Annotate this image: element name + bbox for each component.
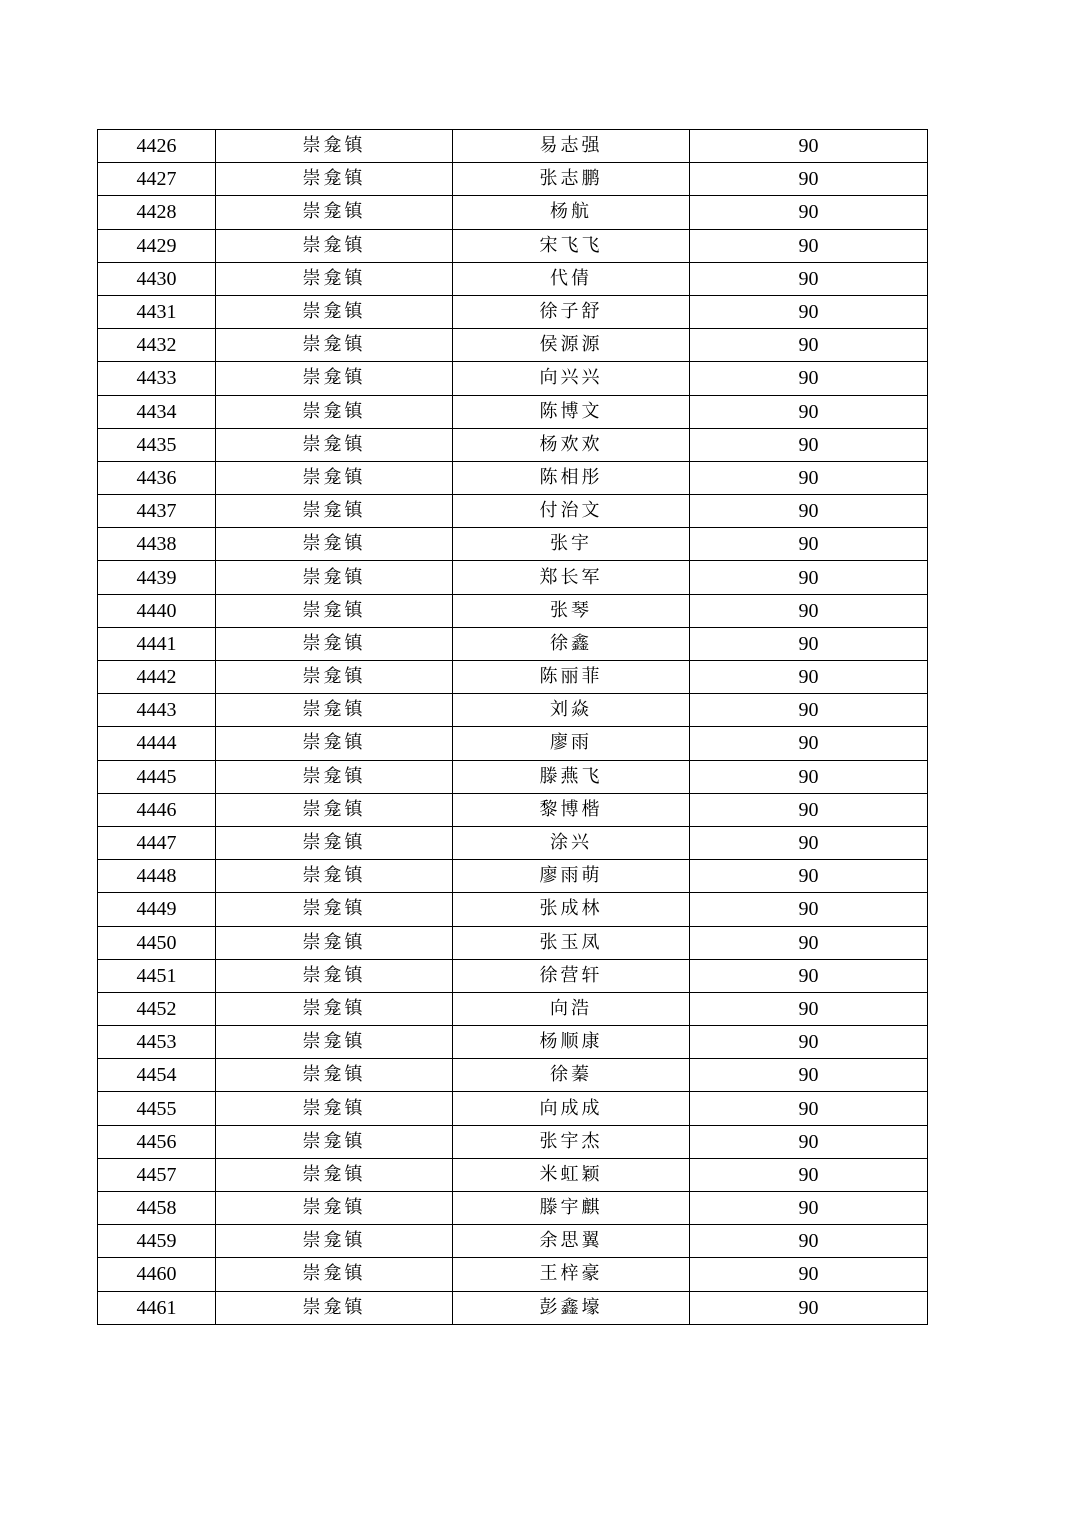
table-row [98,1291,928,1324]
row-number-cell: 4453 [98,1026,216,1059]
table-row [98,528,928,561]
town-cell: 崇龛镇 [216,528,453,561]
table-row [98,860,928,893]
town-cell: 崇龛镇 [216,163,453,196]
table-row [98,727,928,760]
town-cell: 崇龛镇 [216,959,453,992]
score-cell: 90 [690,1059,928,1092]
row-number-cell: 4436 [98,461,216,494]
person-name-cell: 徐营轩 [453,959,690,992]
score-cell: 90 [690,495,928,528]
score-cell: 90 [690,1258,928,1291]
table-row [98,163,928,196]
row-number-cell: 4431 [98,295,216,328]
score-cell: 90 [690,1092,928,1125]
town-cell: 崇龛镇 [216,1125,453,1158]
person-name-cell: 郑长军 [453,561,690,594]
score-cell: 90 [690,362,928,395]
score-cell: 90 [690,1225,928,1258]
row-number-cell: 4432 [98,329,216,362]
table-row [98,229,928,262]
town-cell: 崇龛镇 [216,561,453,594]
row-number-cell: 4444 [98,727,216,760]
town-cell: 崇龛镇 [216,1192,453,1225]
town-cell: 崇龛镇 [216,495,453,528]
person-name-cell: 张成林 [453,893,690,926]
person-name-cell: 滕燕飞 [453,760,690,793]
town-cell: 崇龛镇 [216,196,453,229]
town-cell: 崇龛镇 [216,1258,453,1291]
town-cell: 崇龛镇 [216,130,453,163]
row-number-cell: 4440 [98,594,216,627]
person-name-cell: 涂兴 [453,826,690,859]
town-cell: 崇龛镇 [216,1225,453,1258]
row-number-cell: 4457 [98,1158,216,1191]
town-cell: 崇龛镇 [216,329,453,362]
town-cell: 崇龛镇 [216,893,453,926]
row-number-cell: 4452 [98,992,216,1025]
person-name-cell: 代倩 [453,262,690,295]
score-cell: 90 [690,694,928,727]
table-row [98,428,928,461]
row-number-cell: 4450 [98,926,216,959]
score-cell: 90 [690,229,928,262]
row-number-cell: 4428 [98,196,216,229]
town-cell: 崇龛镇 [216,1059,453,1092]
town-cell: 崇龛镇 [216,1092,453,1125]
town-cell: 崇龛镇 [216,594,453,627]
person-name-cell: 王梓豪 [453,1258,690,1291]
score-cell: 90 [690,130,928,163]
table-row [98,661,928,694]
table-row [98,926,928,959]
table-row [98,992,928,1025]
table-row [98,959,928,992]
town-cell: 崇龛镇 [216,1158,453,1191]
row-number-cell: 4442 [98,661,216,694]
table-row [98,295,928,328]
row-number-cell: 4459 [98,1225,216,1258]
row-number-cell: 4441 [98,627,216,660]
score-cell: 90 [690,295,928,328]
row-number-cell: 4454 [98,1059,216,1092]
town-cell: 崇龛镇 [216,262,453,295]
score-cell: 90 [690,1291,928,1324]
town-cell: 崇龛镇 [216,860,453,893]
person-name-cell: 张宇杰 [453,1125,690,1158]
town-cell: 崇龛镇 [216,229,453,262]
row-number-cell: 4445 [98,760,216,793]
score-cell: 90 [690,329,928,362]
person-name-cell: 杨顺康 [453,1026,690,1059]
score-cell: 90 [690,1158,928,1191]
row-number-cell: 4433 [98,362,216,395]
town-cell: 崇龛镇 [216,295,453,328]
table-row [98,694,928,727]
table-row [98,1158,928,1191]
score-cell: 90 [690,262,928,295]
table-row [98,793,928,826]
town-cell: 崇龛镇 [216,694,453,727]
town-cell: 崇龛镇 [216,395,453,428]
person-name-cell: 滕宇麒 [453,1192,690,1225]
row-number-cell: 4451 [98,959,216,992]
person-name-cell: 陈丽菲 [453,661,690,694]
row-number-cell: 4443 [98,694,216,727]
town-cell: 崇龛镇 [216,661,453,694]
score-cell: 90 [690,528,928,561]
person-name-cell: 易志强 [453,130,690,163]
table-row [98,1225,928,1258]
row-number-cell: 4456 [98,1125,216,1158]
table-row [98,395,928,428]
person-name-cell: 刘焱 [453,694,690,727]
row-number-cell: 4427 [98,163,216,196]
table-row [98,362,928,395]
table-row [98,1258,928,1291]
person-name-cell: 张玉凤 [453,926,690,959]
person-name-cell: 陈博文 [453,395,690,428]
score-cell: 90 [690,627,928,660]
person-name-cell: 张琴 [453,594,690,627]
score-cell: 90 [690,428,928,461]
row-number-cell: 4455 [98,1092,216,1125]
person-name-cell: 廖雨 [453,727,690,760]
score-cell: 90 [690,594,928,627]
table-row [98,329,928,362]
table-row [98,893,928,926]
row-number-cell: 4437 [98,495,216,528]
town-cell: 崇龛镇 [216,627,453,660]
score-cell: 90 [690,926,928,959]
table-row [98,262,928,295]
row-number-cell: 4448 [98,860,216,893]
person-name-cell: 黎博楷 [453,793,690,826]
score-cell: 90 [690,860,928,893]
town-cell: 崇龛镇 [216,926,453,959]
score-cell: 90 [690,959,928,992]
town-cell: 崇龛镇 [216,727,453,760]
table-row [98,826,928,859]
score-cell: 90 [690,1192,928,1225]
row-number-cell: 4439 [98,561,216,594]
person-name-cell: 徐鑫 [453,627,690,660]
person-name-cell: 张志鹏 [453,163,690,196]
score-cell: 90 [690,826,928,859]
row-number-cell: 4435 [98,428,216,461]
score-cell: 90 [690,395,928,428]
person-name-cell: 杨航 [453,196,690,229]
row-number-cell: 4430 [98,262,216,295]
score-cell: 90 [690,1026,928,1059]
person-name-cell: 余思翼 [453,1225,690,1258]
person-name-cell: 宋飞飞 [453,229,690,262]
score-cell: 90 [690,163,928,196]
table-row [98,760,928,793]
score-cell: 90 [690,1125,928,1158]
person-name-cell: 向成成 [453,1092,690,1125]
town-cell: 崇龛镇 [216,362,453,395]
town-cell: 崇龛镇 [216,461,453,494]
row-number-cell: 4438 [98,528,216,561]
person-name-cell: 徐子舒 [453,295,690,328]
score-cell: 90 [690,196,928,229]
person-name-cell: 米虹颖 [453,1158,690,1191]
table-row [98,627,928,660]
town-cell: 崇龛镇 [216,793,453,826]
table-row [98,130,928,163]
table-row [98,461,928,494]
row-number-cell: 4458 [98,1192,216,1225]
table-row [98,495,928,528]
row-number-cell: 4461 [98,1291,216,1324]
town-cell: 崇龛镇 [216,1291,453,1324]
row-number-cell: 4434 [98,395,216,428]
town-cell: 崇龛镇 [216,760,453,793]
score-cell: 90 [690,461,928,494]
person-name-cell: 付治文 [453,495,690,528]
score-cell: 90 [690,893,928,926]
person-name-cell: 杨欢欢 [453,428,690,461]
score-cell: 90 [690,760,928,793]
town-cell: 崇龛镇 [216,428,453,461]
town-cell: 崇龛镇 [216,1026,453,1059]
score-cell: 90 [690,727,928,760]
row-number-cell: 4447 [98,826,216,859]
person-name-cell: 廖雨萌 [453,860,690,893]
table-row [98,1026,928,1059]
table-row [98,1092,928,1125]
score-cell: 90 [690,661,928,694]
roster-table [97,129,928,1325]
table-row [98,1059,928,1092]
table-row [98,196,928,229]
person-name-cell: 陈相彤 [453,461,690,494]
person-name-cell: 向浩 [453,992,690,1025]
town-cell: 崇龛镇 [216,992,453,1025]
person-name-cell: 彭鑫壕 [453,1291,690,1324]
person-name-cell: 向兴兴 [453,362,690,395]
row-number-cell: 4429 [98,229,216,262]
score-cell: 90 [690,793,928,826]
row-number-cell: 4446 [98,793,216,826]
person-name-cell: 张宇 [453,528,690,561]
town-cell: 崇龛镇 [216,826,453,859]
row-number-cell: 4460 [98,1258,216,1291]
person-name-cell: 侯源源 [453,329,690,362]
row-number-cell: 4449 [98,893,216,926]
table-row [98,561,928,594]
table-row [98,1192,928,1225]
person-name-cell: 徐蓁 [453,1059,690,1092]
roster-table-body [98,130,928,1325]
table-row [98,1125,928,1158]
table-row [98,594,928,627]
row-number-cell: 4426 [98,130,216,163]
score-cell: 90 [690,561,928,594]
score-cell: 90 [690,992,928,1025]
